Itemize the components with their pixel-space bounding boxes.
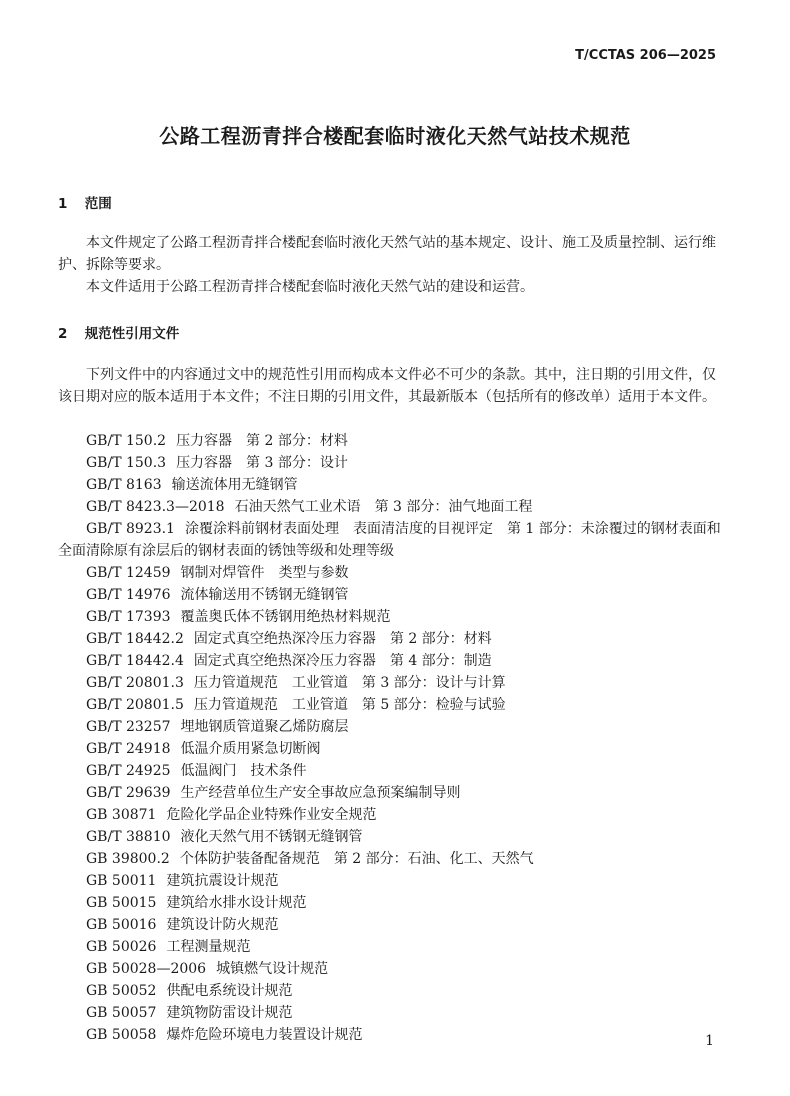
reference-title: 压力管道规范 工业管道 第 5 部分：检验与试验: [193, 697, 506, 713]
reference-item: [58, 606, 726, 628]
reference-item: [58, 430, 726, 452]
reference-code: GB 39800.2: [86, 851, 170, 867]
reference-title: 建筑抗震设计规范: [166, 873, 279, 889]
reference-item: [58, 474, 726, 496]
reference-code: GB/T 150.3: [86, 455, 167, 471]
reference-item: [58, 1002, 726, 1024]
reference-item: [58, 738, 726, 760]
reference-item: [58, 628, 726, 650]
reference-item: [58, 914, 726, 936]
reference-list: [58, 430, 726, 1046]
reference-title: 输送流体用无缝钢管: [171, 477, 298, 493]
reference-title: 建筑物防雷设计规范: [166, 1005, 293, 1021]
reference-title: 危险化学品企业特殊作业安全规范: [166, 807, 377, 823]
reference-title: 压力管道规范 工业管道 第 3 部分：设计与计算: [193, 675, 506, 691]
reference-title: 压力容器 第 2 部分：材料: [176, 433, 348, 449]
reference-item: [58, 496, 726, 518]
reference-item: [58, 848, 726, 870]
reference-code: GB/T 38810: [86, 829, 171, 845]
page-number: 1: [705, 1033, 714, 1049]
reference-title: 埋地钢质管道聚乙烯防腐层: [180, 719, 349, 735]
reference-item: [58, 518, 726, 562]
reference-code: GB 50028—2006: [86, 961, 207, 977]
reference-title: 供配电系统设计规范: [166, 983, 293, 999]
reference-item: [58, 826, 726, 848]
reference-item: [58, 716, 726, 738]
reference-code: GB/T 23257: [86, 719, 171, 735]
reference-item: [58, 804, 726, 826]
reference-item: [58, 562, 726, 584]
reference-title: 流体输送用不锈钢无缝钢管: [180, 587, 349, 603]
reference-code: GB/T 8423.3—2018: [86, 499, 225, 515]
reference-title: 钢制对焊管件 类型与参数: [180, 565, 349, 581]
section-2-number: 2: [58, 326, 68, 342]
reference-code: GB/T 24925: [86, 763, 171, 779]
reference-item: [58, 672, 726, 694]
reference-item: [58, 452, 726, 474]
reference-item: [58, 980, 726, 1002]
reference-title: 涂覆涂料前钢材表面处理 表面清洁度的目视评定 第 1 部分：未涂覆过的钢材表面和全面清除原有涂层后的钢材表面的锈蚀等级和处理等级: [58, 521, 721, 559]
reference-title: 覆盖奥氏体不锈钢用绝热材料规范: [180, 609, 391, 625]
reference-title: 低温阀门 技术条件: [180, 763, 307, 779]
reference-code: GB/T 14976: [86, 587, 171, 603]
reference-code: GB 50058: [86, 1027, 157, 1043]
section-1-title: 范围: [84, 196, 112, 212]
reference-item: [58, 650, 726, 672]
reference-title: 固定式真空绝热深冷压力容器 第 2 部分：材料: [193, 631, 492, 647]
section-1-heading: [58, 192, 112, 212]
reference-title: 固定式真空绝热深冷压力容器 第 4 部分：制造: [193, 653, 492, 669]
reference-code: GB/T 20801.3: [86, 675, 184, 691]
reference-code: GB/T 24918: [86, 741, 171, 757]
reference-code: GB 50057: [86, 1005, 157, 1021]
reference-code: GB/T 20801.5: [86, 697, 184, 713]
reference-code: GB/T 18442.2: [86, 631, 184, 647]
reference-code: GB/T 8923.1: [86, 521, 175, 537]
references-intro: 下列文件中的内容通过文中的规范性引用而构成本文件必不可少的条款。其中，注日期的引用文件，仅该日期对应的版本适用于本文件；不注日期的引用文件，其最新版本（包括所有的修改单）适用于本文件。: [58, 367, 716, 405]
reference-code: GB 50052: [86, 983, 157, 999]
reference-code: GB 50026: [86, 939, 157, 955]
reference-title: 城镇燃气设计规范: [216, 961, 329, 977]
document-title: 公路工程沥青拌合楼配套临时液化天然气站技术规范: [159, 124, 631, 148]
section-2-heading: [58, 322, 179, 342]
section-2-title: 规范性引用文件: [84, 326, 180, 342]
reference-title: 建筑设计防火规范: [166, 917, 279, 933]
reference-code: GB/T 18442.4: [86, 653, 184, 669]
scope-paragraph-2: 本文件适用于公路工程沥青拌合楼配套临时液化天然气站的建设和运营。: [86, 279, 534, 295]
reference-item: [58, 694, 726, 716]
reference-item: [58, 936, 726, 958]
reference-code: GB 30871: [86, 807, 157, 823]
reference-code: GB/T 29639: [86, 785, 171, 801]
reference-code: GB/T 17393: [86, 609, 171, 625]
scope-paragraph-1: 本文件规定了公路工程沥青拌合楼配套临时液化天然气站的基本规定、设计、施工及质量控制、运行维护、拆除等要求。: [58, 235, 716, 273]
reference-code: GB/T 8163: [86, 477, 162, 493]
reference-item: [58, 584, 726, 606]
reference-item: [58, 782, 726, 804]
reference-title: 建筑给水排水设计规范: [166, 895, 307, 911]
reference-code: GB/T 150.2: [86, 433, 167, 449]
reference-title: 液化天然气用不锈钢无缝钢管: [180, 829, 363, 845]
standard-number: T/CCTAS 206—2025: [575, 48, 716, 63]
reference-item: [58, 892, 726, 914]
reference-title: 石油天然气工业术语 第 3 部分：油气地面工程: [234, 499, 533, 515]
reference-item: [58, 760, 726, 782]
reference-code: GB 50015: [86, 895, 157, 911]
reference-title: 低温介质用紧急切断阀: [180, 741, 321, 757]
reference-code: GB/T 12459: [86, 565, 171, 581]
reference-item: [58, 870, 726, 892]
reference-title: 生产经营单位生产安全事故应急预案编制导则: [180, 785, 461, 801]
reference-item: [58, 958, 726, 980]
section-1-number: 1: [58, 196, 68, 212]
reference-code: GB 50011: [86, 873, 157, 889]
reference-title: 压力容器 第 3 部分：设计: [176, 455, 348, 471]
reference-title: 爆炸危险环境电力装置设计规范: [166, 1027, 363, 1043]
reference-title: 工程测量规范: [166, 939, 251, 955]
reference-code: GB 50016: [86, 917, 157, 933]
reference-item: [58, 1024, 726, 1046]
reference-title: 个体防护装备配备规范 第 2 部分：石油、化工、天然气: [179, 851, 534, 867]
